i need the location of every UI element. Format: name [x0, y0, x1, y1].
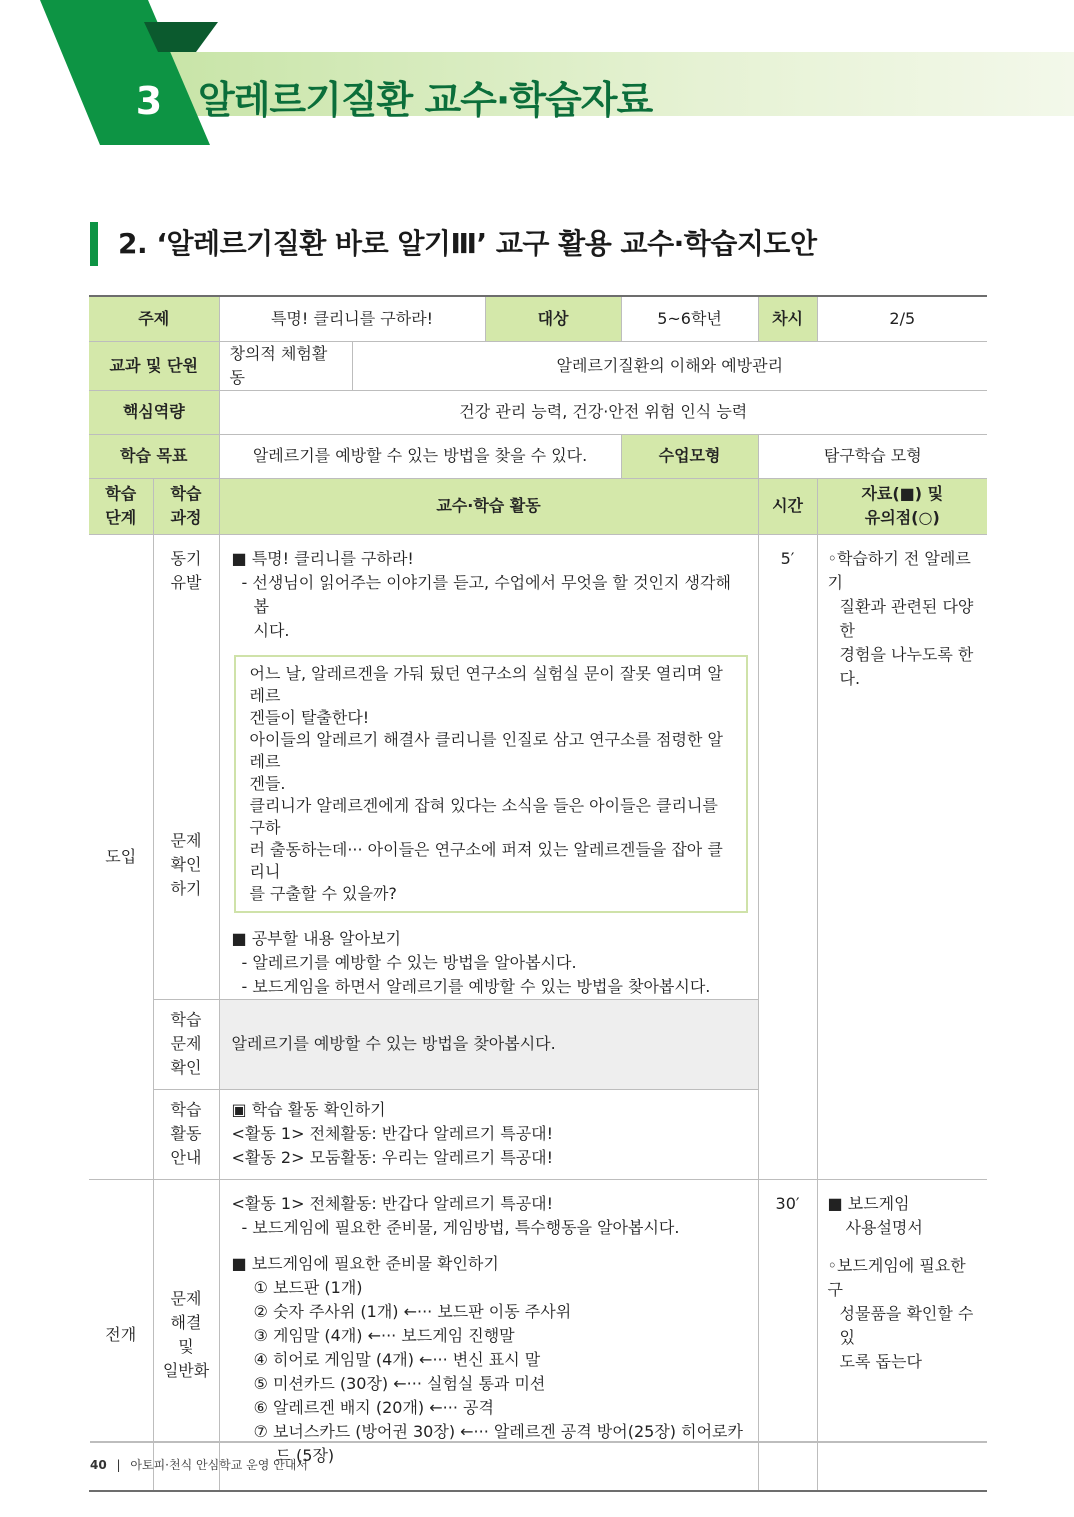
develop-note — [817, 1179, 987, 1491]
material-line: ■ 보드게임 — [827, 1193, 910, 1213]
intro-time: 5′ — [758, 534, 817, 1179]
process-line: 안내 — [170, 1148, 202, 1167]
competency-value: 건강 관리 능력, 건강·안전 위험 인식 능력 — [219, 390, 987, 434]
col-stage-line: 학습 — [105, 484, 137, 503]
col-stage — [89, 478, 153, 534]
guide-heading: ▣ 학습 활동 확인하기 — [231, 1100, 386, 1119]
process-line: 확인 — [170, 1058, 202, 1077]
story-line: 어느 날, 알레르겐을 가둬 뒀던 연구소의 실험실 문이 잘못 열리며 알레르 — [249, 663, 723, 705]
develop-activity-sub: - 보드게임에 필요한 준비물, 게임방법, 특수행동을 알아봅시다. — [241, 1217, 680, 1237]
motivation-heading: ■ 특명! 클리니를 구하라! — [231, 548, 414, 568]
col-materials-line: 자료(■) 및 — [861, 484, 944, 503]
section-title: 2. ‘알레르기질환 바로 알기Ⅲ’ 교구 활용 교수·학습지도안 — [118, 227, 817, 260]
develop-activity — [219, 1179, 758, 1491]
model-label: 수업모형 — [621, 434, 758, 478]
note-line: ◦보드게임에 필요한 구 — [827, 1255, 966, 1299]
process-line: 일반화 — [162, 1360, 210, 1380]
col-materials-line: 유의점(○) — [864, 508, 940, 527]
note-line: 경험을 나누도록 한다. — [839, 644, 974, 688]
prep-item: ④ 히어로 게임말 (4개) ←··· 변신 표시 말 — [253, 1349, 541, 1369]
spacer — [232, 1240, 748, 1252]
note-line: 도록 돕는다 — [839, 1351, 922, 1371]
note-line: 성물품을 확인할 수 있 — [839, 1303, 974, 1347]
col-materials — [817, 478, 987, 534]
col-process-line: 과정 — [170, 508, 202, 527]
prep-item: ③ 게임말 (4개) ←··· 보드게임 진행말 — [253, 1325, 515, 1345]
page-number: 40 — [90, 1458, 107, 1472]
process-line: 해결 — [170, 1312, 202, 1332]
footer — [90, 1456, 308, 1474]
develop-stage: 전개 — [89, 1179, 153, 1491]
process-line: 하기 — [170, 878, 202, 898]
chapter-number: 3 — [135, 79, 163, 123]
intro-stage: 도입 — [89, 534, 153, 1179]
guide-item: <활동 1> 전체활동: 반갑다 알레르기 특공대! — [231, 1124, 554, 1143]
intro-note — [817, 534, 987, 1179]
intro-process-motivation — [153, 534, 219, 999]
guide-item: <활동 2> 모둠활동: 우리는 알레르기 특공대! — [231, 1148, 554, 1167]
process-line: 학습 — [170, 1100, 202, 1119]
prep-item: ⑥ 알레르겐 배지 (20개) ←··· 공격 — [253, 1397, 494, 1417]
motivation-sub — [232, 571, 748, 643]
process-line: 및 — [178, 1336, 194, 1356]
story-line: 아이들의 알레르기 해결사 클리니를 인질로 삼고 연구소를 점령한 알레르 — [249, 729, 723, 771]
story-box — [234, 655, 748, 913]
prep-item: ⑦ 보너스카드 (방어권 30장) ←··· 알레르겐 공격 방어(25장) 히어로카드 (5장) — [253, 1421, 743, 1465]
process-spacer — [154, 595, 219, 829]
note-line: ◦학습하기 전 알레르기 — [827, 548, 971, 592]
competency-label: 핵심역량 — [89, 390, 219, 434]
session-label: 차시 — [758, 296, 817, 341]
spacer — [828, 1240, 982, 1254]
col-process — [153, 478, 219, 534]
problem-item: - 알레르기를 예방할 수 있는 방법을 알아봅시다. — [241, 952, 577, 972]
target-value: 5~6학년 — [621, 296, 758, 341]
prep-item: ② 숫자 주사위 (1개) ←··· 보드판 이동 주사위 — [253, 1301, 572, 1321]
story-line: 겐들. — [249, 773, 286, 793]
story-line: 러 출동하는데··· 아이들은 연구소에 퍼져 있는 알레르겐들을 잡아 클리니 — [249, 839, 723, 881]
problem-heading: ■ 공부할 내용 알아보기 — [231, 928, 401, 948]
topic-value: 특명! 클리니를 구하라! — [219, 296, 485, 341]
process-line: 문제 — [170, 830, 202, 850]
target-label: 대상 — [485, 296, 621, 341]
process-line: 확인 — [170, 854, 202, 874]
story-line: 클리니가 알레르겐에게 잡혀 있다는 소식을 들은 아이들은 클리니를 구하 — [249, 795, 718, 837]
goal-label: 학습 목표 — [89, 434, 219, 478]
motivation-sub-line: 시다. — [253, 620, 290, 640]
process-line: 동기 — [170, 548, 202, 568]
session-value: 2/5 — [817, 296, 987, 341]
material-line: 사용설명서 — [845, 1217, 923, 1237]
subject-value: 창의적 체험활동 — [219, 341, 352, 390]
process-line: 문제 — [170, 1288, 202, 1308]
motivation-sub-line: - 선생님이 읽어주는 이야기를 듣고, 수업에서 무엇을 할 것인지 생각해 봅 — [241, 572, 731, 616]
col-time: 시간 — [758, 478, 817, 534]
prep-heading: ■ 보드게임에 필요한 준비물 확인하기 — [231, 1253, 499, 1273]
prep-item: ① 보드판 (1개) — [253, 1277, 363, 1297]
process-line: 문제 — [170, 1034, 202, 1053]
col-activity: 교수·학습 활동 — [219, 478, 758, 534]
lesson-plan-table — [89, 295, 987, 1492]
col-stage-line: 단계 — [105, 508, 137, 527]
prep-item: ⑤ 미션카드 (30장) ←··· 실험실 통과 미션 — [253, 1373, 546, 1393]
goal-value: 알레르기를 예방할 수 있는 방법을 찾을 수 있다. — [219, 434, 621, 478]
problem-item: - 보드게임을 하면서 알레르기를 예방할 수 있는 방법을 찾아봅시다. — [241, 976, 711, 996]
footer-rule — [90, 1441, 987, 1443]
intro-process-check — [153, 999, 219, 1089]
footer-text: 아토피·천식 안심학교 운영 안내서 — [130, 1458, 308, 1472]
footer-separator: | — [116, 1458, 121, 1472]
develop-process — [153, 1179, 219, 1491]
story-line: 겐들이 탈출한다! — [249, 707, 370, 727]
process-line: 활동 — [170, 1124, 202, 1143]
process-line: 유발 — [170, 572, 202, 592]
note-line: 질환과 관련된 다양한 — [839, 596, 974, 640]
subject-label: 교과 및 단원 — [89, 341, 219, 390]
intro-guide — [219, 1089, 758, 1179]
intro-process-guide — [153, 1089, 219, 1179]
develop-time: 30′ — [758, 1179, 817, 1491]
develop-activity-title: <활동 1> 전체활동: 반갑다 알레르기 특공대! — [231, 1193, 554, 1213]
intro-check-text: 알레르기를 예방할 수 있는 방법을 찾아봅시다. — [219, 999, 758, 1089]
col-process-line: 학습 — [170, 484, 202, 503]
process-line: 학습 — [170, 1010, 202, 1029]
unit-value: 알레르기질환의 이해와 예방관리 — [352, 341, 987, 390]
chapter-title: 알레르기질환 교수·학습자료 — [198, 78, 653, 122]
section-bar — [90, 222, 98, 266]
story-line: 를 구출할 수 있을까? — [249, 883, 397, 903]
model-value: 탐구학습 모형 — [758, 434, 987, 478]
topic-label: 주제 — [89, 296, 219, 341]
intro-activity-motivation — [219, 534, 758, 999]
